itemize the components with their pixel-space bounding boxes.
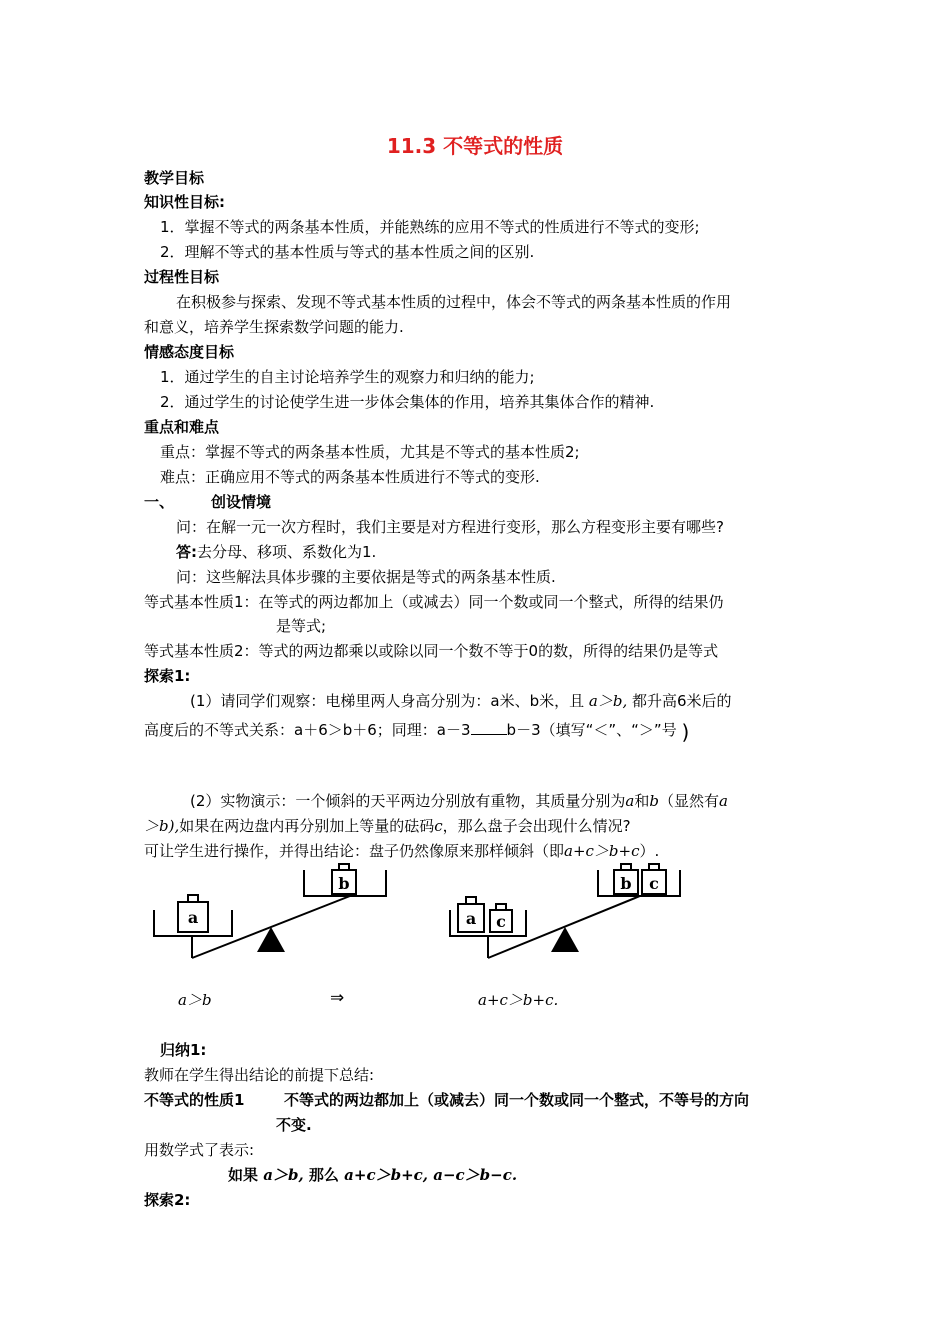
attitude-goal-item: 1．通过学生的自主讨论培养学生的观察力和归纳的能力; xyxy=(160,368,535,386)
text-run: 如果 xyxy=(228,1166,259,1184)
question-1: 问：在解一元一次方程时，我们主要是对方程进行变形，那么方程变形主要有哪些? xyxy=(176,518,724,536)
knowledge-goals-heading: 知识性目标: xyxy=(144,193,225,211)
answer-label: 答: xyxy=(176,543,197,561)
explore-1-para-2-cont xyxy=(144,816,631,836)
implies-arrow: ⇒ xyxy=(330,988,345,1008)
knowledge-goal-item: 1．掌握不等式的两条基本性质，并能熟练的应用不等式的性质进行不等式的变形; xyxy=(160,218,700,236)
key-points-heading: 重点和难点 xyxy=(144,418,220,436)
inequality-property-1-label: 不等式的性质1 xyxy=(144,1091,245,1109)
process-goal-line: 和意义，培养学生探索数学问题的能力. xyxy=(144,318,404,336)
weight-b-label: b xyxy=(338,874,350,893)
text-run: 那么 xyxy=(308,1166,339,1184)
explore-1-para-1-cont xyxy=(144,718,690,744)
variable: b xyxy=(649,792,659,810)
math-expression: a+c＞b+c, a−c＞b−c. xyxy=(344,1166,518,1184)
weight-c-handle xyxy=(496,904,506,910)
question-2: 问：这些解法具体步骤的主要依据是等式的两条基本性质. xyxy=(176,568,556,586)
equality-property-1-cont: 是等式; xyxy=(276,617,327,635)
property-formula xyxy=(228,1165,517,1185)
weight-a-label: a xyxy=(187,908,199,927)
explore-1-para-1 xyxy=(190,691,732,711)
text-run: ，那么盘子会出现什么情况? xyxy=(442,817,631,835)
explore-2-heading: 探索2: xyxy=(144,1191,191,1209)
process-goals-heading: 过程性目标 xyxy=(144,268,220,286)
focus-point: 重点：掌握不等式的两条基本性质，尤其是不等式的基本性质2; xyxy=(160,443,580,461)
process-goal-line: 在积极参与探索、发现不等式基本性质的过程中，体会不等式的两条基本性质的作用 xyxy=(176,293,732,311)
inequality-property-1-cont: 不变. xyxy=(276,1116,312,1134)
page-title: 11.3 不等式的性质 xyxy=(386,134,564,158)
weight-a-handle xyxy=(466,897,476,904)
text-run: 和 xyxy=(634,792,650,810)
summary-1-intro: 教师在学生得出结论的前提下总结: xyxy=(144,1066,375,1084)
weight-a-label: a xyxy=(465,909,477,928)
section-heading: 创设情境 xyxy=(211,493,272,511)
weight-c-label: c xyxy=(496,912,506,931)
weight-a-handle xyxy=(188,895,198,902)
equality-property-2: 等式基本性质2：等式的两边都乘以或除以同一个数不等于0的数，所得的结果仍是等式 xyxy=(144,642,719,660)
explore-1-heading: 探索1: xyxy=(144,667,191,685)
balance-right xyxy=(450,864,680,958)
attitude-goals-heading: 情感态度目标 xyxy=(144,343,235,361)
text-run: 都升高6米后的 xyxy=(632,692,732,710)
math-intro: 用数学式了表示: xyxy=(144,1141,255,1159)
variable: c xyxy=(434,817,443,835)
weight-b-label: b xyxy=(620,874,632,893)
math-expression: a＞b, xyxy=(588,692,628,710)
variable: a xyxy=(719,792,728,810)
text-run: (1）请同学们观察：电梯里两人身高分别为：a米、b米，且 xyxy=(190,692,585,710)
weight-c-handle xyxy=(649,864,659,870)
math-expression: a＞b, xyxy=(263,1166,304,1184)
weight-b-handle xyxy=(621,864,631,870)
balance-left xyxy=(154,864,386,958)
answer-text: 去分母、移项、系数化为1. xyxy=(197,543,377,561)
equality-property-1: 等式基本性质1：在等式的两边都加上（或减去）同一个数或同一个整式，所得的结果仍 xyxy=(144,593,724,611)
text-run: （显然有 xyxy=(658,792,719,810)
text-run: 如果在两边盘内再分别加上等量的砝码 xyxy=(179,817,435,835)
caption-left: a＞b xyxy=(178,991,212,1009)
weight-b-handle xyxy=(339,864,349,870)
text-run: (2）实物演示：一个倾斜的天平两边分别放有重物，其质量分别为 xyxy=(190,792,626,810)
math-expression: a+c＞b+c xyxy=(564,842,640,860)
weight-c-label: c xyxy=(649,874,659,893)
explore-1-para-2 xyxy=(190,791,728,811)
knowledge-goal-item: 2．理解不等式的基本性质与等式的基本性质之间的区别. xyxy=(160,243,535,261)
text-run: 高度后的不等式关系：a＋6＞b＋6；同理：a－3 xyxy=(144,721,471,739)
text-run: b－3（填写“＜”、“＞”号 xyxy=(506,721,677,739)
caption-right: a+c＞b+c. xyxy=(478,991,559,1009)
difficulty-point: 难点：正确应用不等式的两条基本性质进行不等式的变形. xyxy=(160,468,540,486)
text-run: ）. xyxy=(639,842,660,860)
section-number: 一、 xyxy=(144,493,175,511)
summary-1-heading: 归纳1: xyxy=(160,1041,207,1059)
answer-1 xyxy=(176,542,376,562)
text-run: 可让学生进行操作，并得出结论：盘子仍然像原来那样倾斜（即 xyxy=(144,842,565,860)
goals-heading: 教学目标 xyxy=(144,169,205,187)
math-expression: ＞b), xyxy=(144,817,180,835)
explore-1-para-3 xyxy=(144,841,659,861)
inequality-property-1: 不等式的两边都加上（或减去）同一个数或同一个整式，不等号的方向 xyxy=(284,1091,750,1109)
fill-in-blank[interactable] xyxy=(471,720,507,735)
variable: a xyxy=(625,792,635,810)
closing-paren: ) xyxy=(681,720,690,744)
attitude-goal-item: 2．通过学生的讨论使学生进一步体会集体的作用，培养其集体合作的精神. xyxy=(160,393,655,411)
